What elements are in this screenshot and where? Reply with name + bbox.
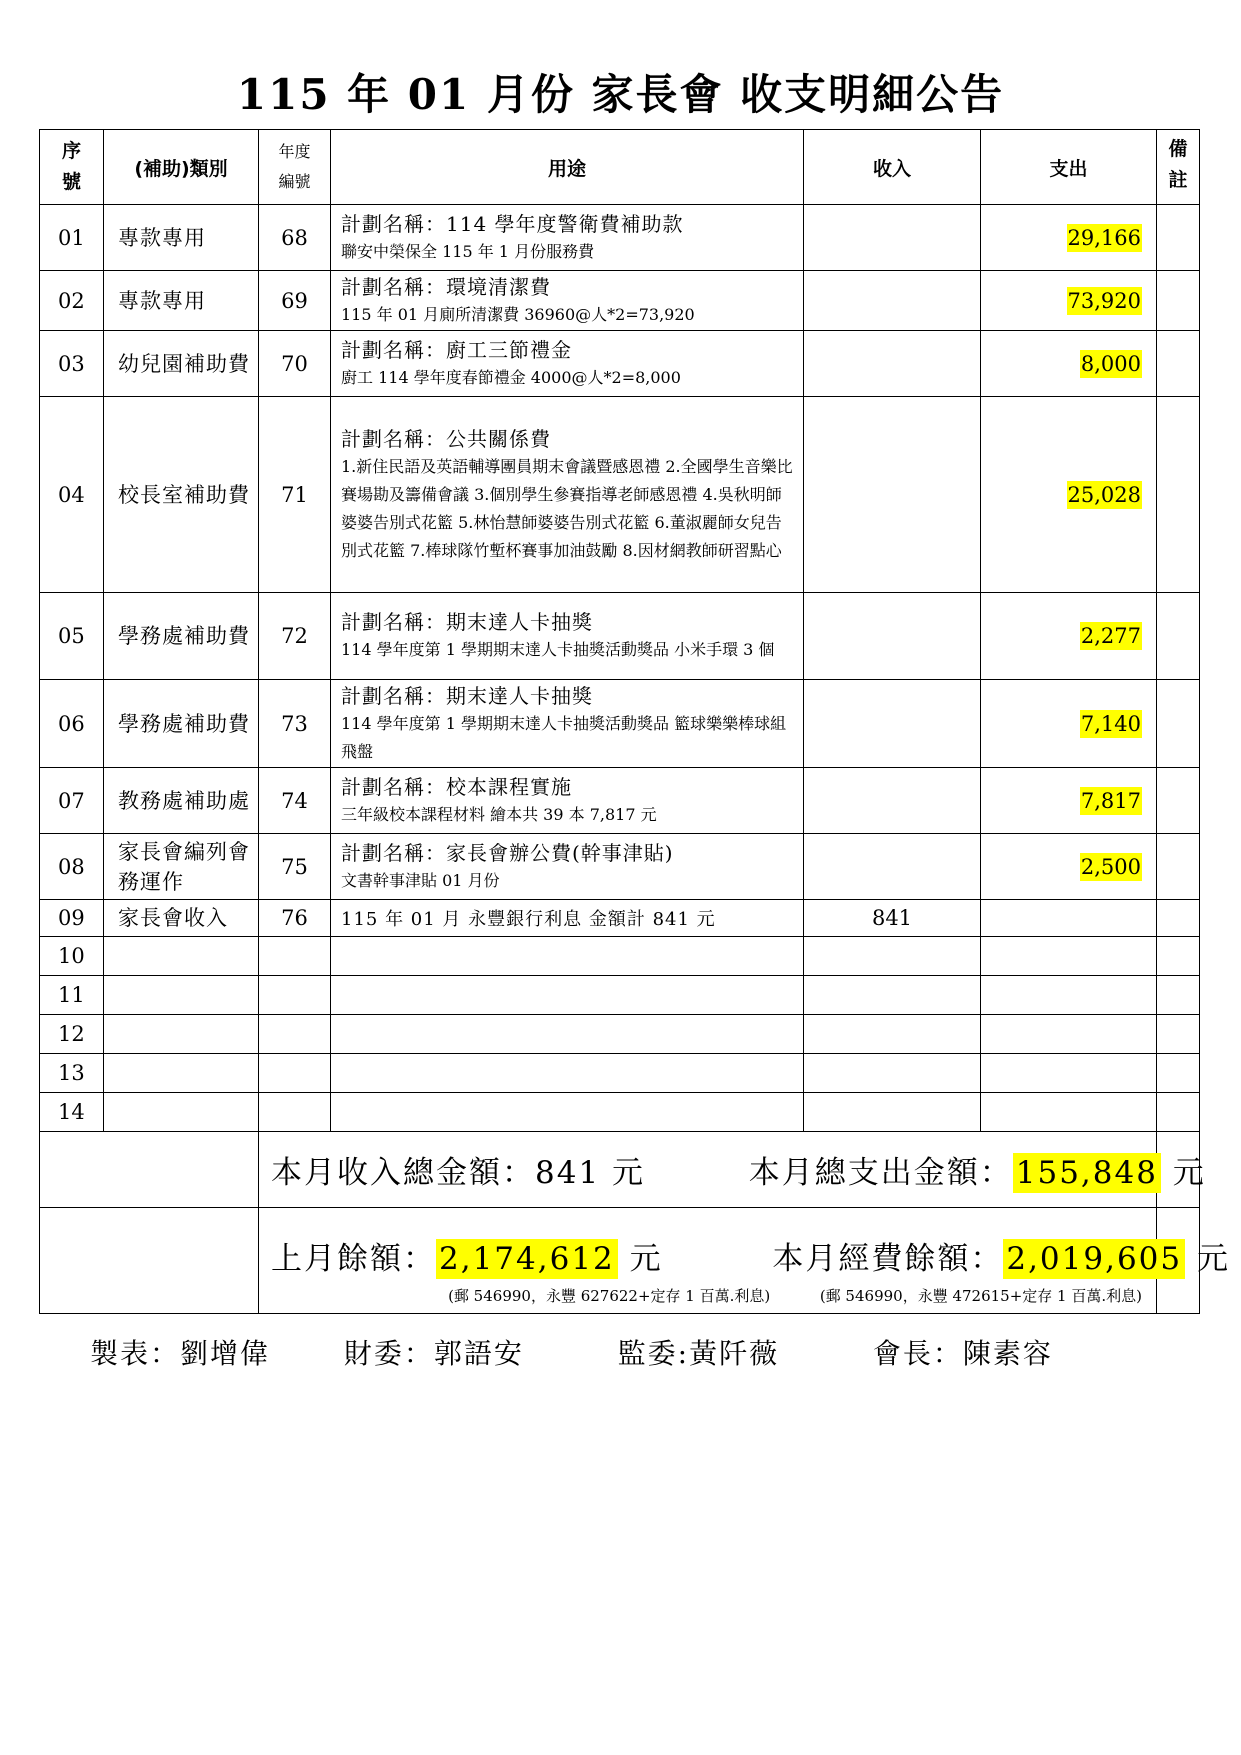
row-income [804,1054,981,1093]
row-seq: 02 [40,271,104,331]
row-seq: 08 [40,834,104,900]
row-category: 校長室補助費 [104,397,259,593]
header-income: 收入 [804,130,981,205]
usage-detail: 聯安中榮保全 115 年 1 月份服務費 [341,241,595,261]
signature-maker: 製表：劉增偉 [90,1337,271,1370]
usage-detail: 114 學年度第 1 學期期末達人卡抽獎活動獎品 小米手環 3 個 [341,640,775,659]
row-remark [1157,937,1200,976]
row-category [104,1015,259,1054]
header-row [40,130,1200,205]
row-year-number: 76 [259,900,331,937]
usage-plan-name: 計劃名稱：期末達人卡抽獎 [341,610,593,634]
expense-amount: 2,277 [1080,624,1141,648]
expense-amount: 2,500 [1080,854,1141,879]
row-usage [331,937,804,976]
expense-amount: 29,166 [1067,225,1141,250]
row-seq: 05 [40,593,104,680]
row-usage [331,834,804,900]
row-usage [331,1054,804,1093]
expense-amount: 73,920 [1067,288,1141,313]
row-income [804,331,981,397]
table-row [40,593,1200,680]
usage-detail: 廚工 114 學年度春節禮金 4000@人*2=8,000 [341,367,681,387]
table-row [40,271,1200,331]
row-usage [331,768,804,834]
row-remark [1157,768,1200,834]
row-category: 學務處補助費 [104,593,259,680]
header-expense: 支出 [981,130,1157,205]
row-income [804,271,981,331]
row-remark [1157,271,1200,331]
income-total-value: 841 [535,1155,601,1191]
month-balance-label: 本月經費餘額： [772,1240,1004,1277]
row-remark [1157,331,1200,397]
row-seq: 03 [40,331,104,397]
row-seq: 13 [40,1054,104,1093]
row-category [104,1093,259,1132]
row-income [804,1093,981,1132]
row-category: 專款專用 [104,271,259,331]
row-year-number: 70 [259,331,331,397]
usage-detail: 1.新住民語及英語輔導團員期末會議暨感恩禮 2.全國學生音樂比賽場勘及籌備會議 3.個別學生參賽指導老師感恩禮 4.吳秋明師婆婆告別式花籃 5.林怡慧師婆婆告別式花籃 6.董淑麗師女兒告別式花籃 7.棒球隊竹塹杯賽事加油鼓勵 8.因材網教師研習點心 [341,456,793,560]
row-usage [331,397,804,593]
table-row [40,397,1200,593]
row-usage [331,331,804,397]
expense-amount: 7,140 [1080,711,1141,736]
row-category: 家長會收入 [104,900,259,937]
row-usage [331,205,804,271]
row-expense [981,397,1157,593]
summary-row-current [40,1132,1200,1208]
table-row [40,680,1200,768]
row-category: 教務處補助處 [104,768,259,834]
row-seq: 12 [40,1015,104,1054]
row-income [804,976,981,1015]
page-title: 115 年 01 月份 家長會 收支明細公告 [236,70,1005,119]
row-remark [1157,680,1200,768]
row-year-number [259,1093,331,1132]
income-total-label: 本月收入總金額： [271,1155,535,1191]
row-usage [331,900,804,937]
account-notes [259,1278,1157,1314]
row-usage [331,680,804,768]
row-remark [1157,397,1200,593]
row-income [804,593,981,680]
usage-plan-name: 計劃名稱：114 學年度警衛費補助款 [341,211,684,236]
row-expense [981,834,1157,900]
row-seq: 10 [40,937,104,976]
row-year-number [259,1015,331,1054]
summary-current-month: 本月收入總金額：841 元 本月總支出金額：155,848 元 [259,1132,1157,1208]
row-seq: 14 [40,1093,104,1132]
row-year-number [259,976,331,1015]
row-category [104,976,259,1015]
row-year-number [259,1054,331,1093]
row-expense [981,1015,1157,1054]
table-row [40,1054,1200,1093]
usage-plan-name: 115 年 01 月 永豐銀行利息 金額計 841 元 [341,909,716,930]
last-balance-label: 上月餘額： [271,1240,436,1277]
row-year-number: 69 [259,271,331,331]
row-category: 學務處補助費 [104,680,259,768]
summary-balance: 上月餘額：2,174,612 元 本月經費餘額：2,019,605 元 [259,1208,1157,1278]
expense-total-value: 155,848 [1013,1153,1161,1193]
usage-detail: 三年級校本課程材料 繪本共 39 本 7,817 元 [341,804,657,824]
row-usage [331,976,804,1015]
table-row [40,205,1200,271]
row-remark [1157,1054,1200,1093]
usage-detail: 文書幹事津貼 01 月份 [341,870,500,890]
row-expense [981,976,1157,1015]
expense-amount: 25,028 [1067,482,1141,507]
note-left: (郵 546990，永豐 627622+定存 1 百萬.利息) [448,1286,771,1305]
row-income [804,680,981,768]
row-remark [1157,834,1200,900]
usage-plan-name: 計劃名稱：期末達人卡抽獎 [341,683,593,708]
row-expense [981,593,1157,680]
header-seq: 序 號 [40,130,104,205]
signature-president: 會長：陳素容 [872,1337,1053,1370]
row-income [804,834,981,900]
row-expense [981,680,1157,768]
row-category: 家長會編列會務運作 [104,834,259,900]
table-row [40,900,1200,937]
row-income [804,397,981,593]
row-year-number: 75 [259,834,331,900]
row-expense [981,271,1157,331]
row-expense [981,900,1157,937]
row-year-number: 68 [259,205,331,271]
usage-detail: 115 年 01 月廁所清潔費 36960@人*2=73,920 [341,304,695,324]
signature-supervisor: 監委:黃阡薇 [617,1337,780,1370]
row-year-number: 72 [259,593,331,680]
row-expense [981,1093,1157,1132]
row-remark [1157,205,1200,271]
row-income [804,205,981,271]
row-expense [981,205,1157,271]
row-seq: 11 [40,976,104,1015]
row-category: 幼兒園補助費 [104,331,259,397]
summary-blank-2 [40,1208,259,1314]
summary-row-balance [40,1208,1200,1278]
row-expense [981,937,1157,976]
header-year-number: 年度 編號 [259,130,331,205]
row-seq: 06 [40,680,104,768]
row-year-number: 73 [259,680,331,768]
row-expense [981,1054,1157,1093]
summary-blank [40,1132,259,1208]
row-seq: 01 [40,205,104,271]
row-usage [331,271,804,331]
row-category: 專款專用 [104,205,259,271]
header-remark: 備 註 [1157,130,1200,205]
row-remark [1157,593,1200,680]
row-year-number: 74 [259,768,331,834]
row-income [804,768,981,834]
row-seq: 09 [40,900,104,937]
table-row [40,768,1200,834]
signature-finance: 財委：郭語安 [343,1337,524,1370]
row-remark [1157,1015,1200,1054]
usage-plan-name: 計劃名稱：校本課程實施 [341,774,572,799]
usage-plan-name: 計劃名稱：環境清潔費 [341,274,551,299]
usage-plan-name: 計劃名稱：公共關係費 [341,426,551,451]
note-right: (郵 546990，永豐 472615+定存 1 百萬.利息) [819,1286,1142,1305]
usage-plan-name: 計劃名稱：家長會辦公費(幹事津貼) [341,840,674,865]
table-row [40,834,1200,900]
table-row [40,937,1200,976]
row-remark [1157,1093,1200,1132]
table-row [40,976,1200,1015]
table-row [40,1093,1200,1132]
row-expense [981,331,1157,397]
row-usage [331,1093,804,1132]
row-income [804,937,981,976]
row-income [804,1015,981,1054]
month-balance-value: 2,019,605 [1003,1239,1185,1279]
last-balance-value: 2,174,612 [436,1239,618,1279]
expense-amount: 8,000 [1080,351,1141,376]
row-remark [1157,900,1200,937]
row-category [104,937,259,976]
row-usage [331,593,804,680]
row-expense [981,768,1157,834]
table-row [40,1015,1200,1054]
signature-line [90,1332,1053,1372]
row-usage [331,1015,804,1054]
expense-amount: 7,817 [1080,788,1141,813]
row-year-number [259,937,331,976]
table-row [40,331,1200,397]
row-seq: 04 [40,397,104,593]
row-remark [1157,976,1200,1015]
expense-total-label: 本月總支出金額： [748,1155,1013,1191]
row-year-number: 71 [259,397,331,593]
usage-plan-name: 計劃名稱：廚工三節禮金 [341,337,572,362]
header-usage: 用途 [331,130,804,205]
row-category [104,1054,259,1093]
row-seq: 07 [40,768,104,834]
ledger-table [39,129,1230,1314]
row-income: 841 [804,900,981,937]
usage-detail: 114 學年度第 1 學期期末達人卡抽獎活動獎品 籃球樂樂棒球組飛盤 [341,713,787,761]
header-category: (補助)類別 [104,130,259,205]
